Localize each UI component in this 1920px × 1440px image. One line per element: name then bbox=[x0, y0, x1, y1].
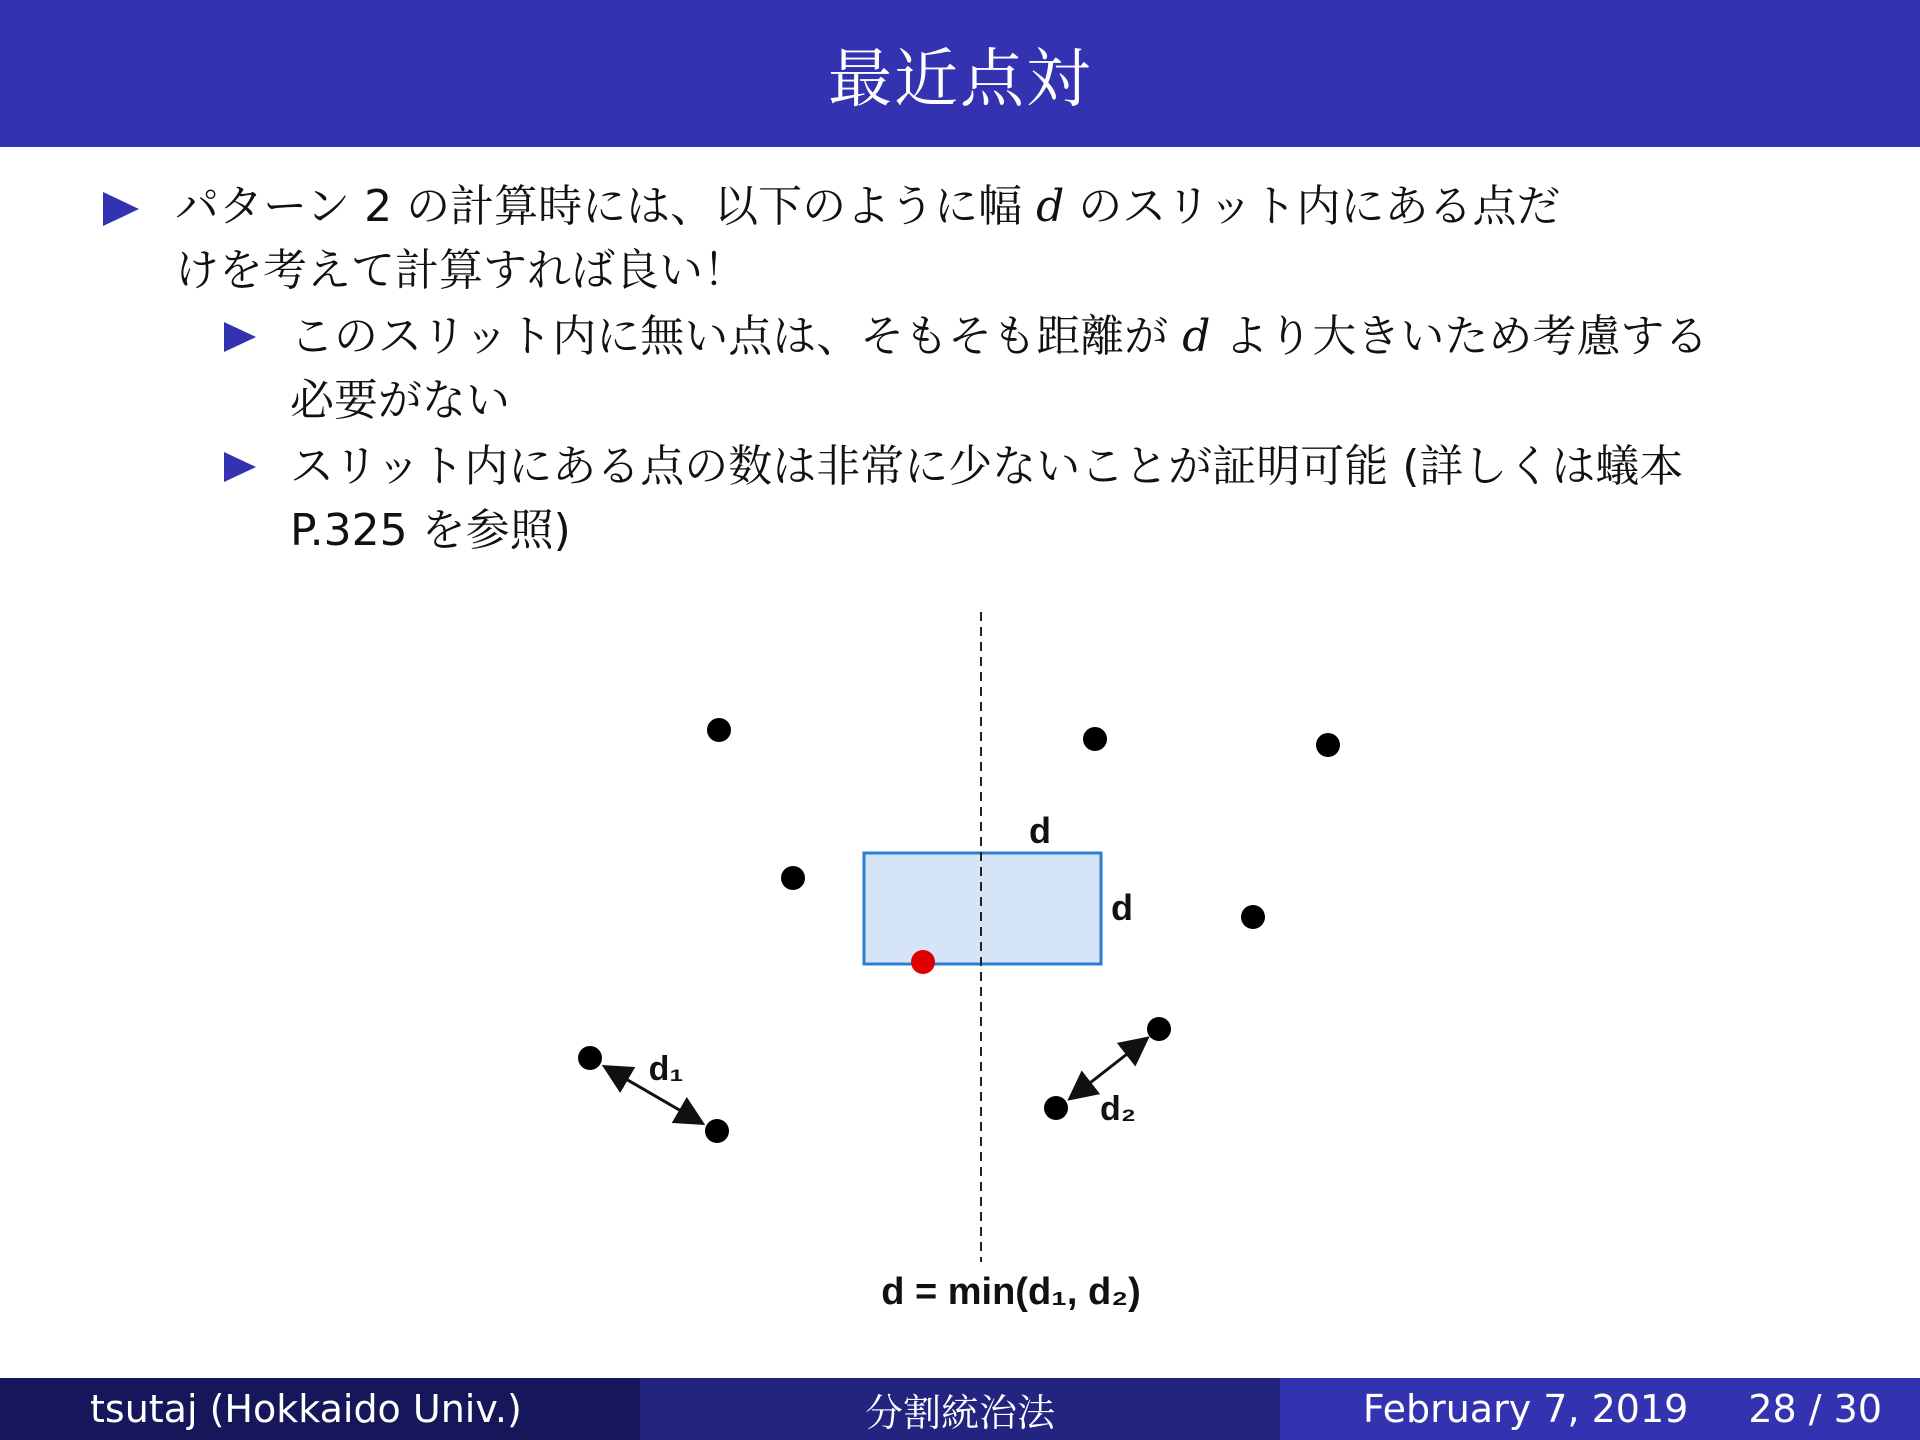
footer bbox=[0, 1378, 1920, 1440]
label-d-right: d bbox=[1111, 887, 1133, 928]
slide-title: 最近点対 bbox=[828, 42, 1092, 117]
slit-rectangle bbox=[864, 853, 1101, 964]
math-d: d bbox=[1182, 311, 1211, 362]
footer-author: tsutaj (Hokkaido Univ.) bbox=[0, 1378, 640, 1440]
bullet-3-line-2: P.325 を参照) bbox=[290, 505, 571, 556]
bullet-3-line-1: スリット内にある点の数は非常に少ないことが証明可能 (詳しくは蟻本 bbox=[290, 441, 1684, 492]
bullet-2-line-2: 必要がない bbox=[290, 375, 510, 426]
point bbox=[1044, 1096, 1068, 1120]
highlight-point bbox=[911, 950, 935, 974]
formula-label: d = min(d₁, d₂) bbox=[881, 1271, 1141, 1313]
footer-topic: 分割統治法 bbox=[640, 1378, 1280, 1440]
point bbox=[1083, 727, 1107, 751]
point bbox=[1316, 733, 1340, 757]
bullet-1-line-2: けを考えて計算すれば良い！ bbox=[175, 245, 747, 296]
page-number: 28 / 30 bbox=[1748, 1387, 1882, 1431]
math-d: d bbox=[1036, 181, 1065, 232]
distance-arrow-d2 bbox=[1072, 1040, 1145, 1097]
point bbox=[707, 718, 731, 742]
bullet-2-line-1: このスリット内に無い点は、そもそも距離が d より大きいため考慮する bbox=[290, 311, 1709, 362]
label-d1: d₁ bbox=[648, 1050, 684, 1088]
label-d2: d₂ bbox=[1100, 1090, 1136, 1128]
point bbox=[705, 1119, 729, 1143]
footer-right bbox=[1280, 1378, 1920, 1440]
point bbox=[578, 1046, 602, 1070]
footer-date: February 7, 2019 bbox=[1362, 1387, 1689, 1431]
point bbox=[781, 866, 805, 890]
point bbox=[1241, 905, 1265, 929]
point bbox=[1147, 1017, 1171, 1041]
bullet-1-line-1: パターン 2 の計算時には、以下のように幅 d のスリット内にある点だ bbox=[175, 181, 1561, 232]
label-d-top: d bbox=[1029, 810, 1051, 851]
